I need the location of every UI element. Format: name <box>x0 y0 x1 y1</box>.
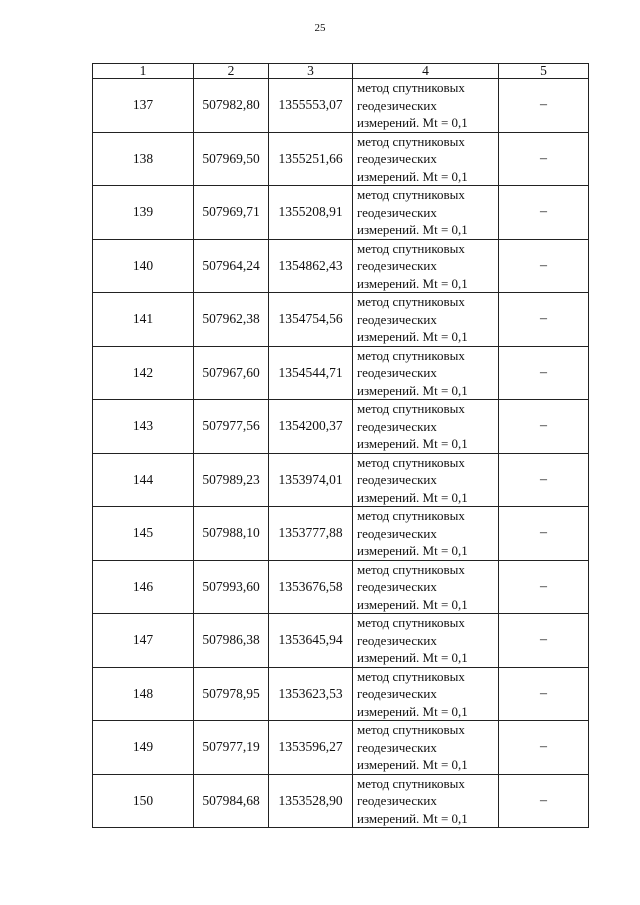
y-coordinate-cell: 1353777,88 <box>269 507 353 561</box>
x-coordinate-cell: 507977,56 <box>194 400 269 454</box>
header-col-3: 3 <box>269 64 353 79</box>
note-cell: – <box>499 293 589 347</box>
method-cell <box>353 239 499 293</box>
method-cell <box>353 400 499 454</box>
note-cell: – <box>499 400 589 454</box>
method-line: измерений. Mt = 0,1 <box>357 650 468 665</box>
method-cell <box>353 132 499 186</box>
method-line: метод спутниковых <box>357 80 465 95</box>
method-line: геодезических <box>357 632 437 648</box>
method-line: метод спутниковых <box>357 401 465 416</box>
header-col-5: 5 <box>499 64 589 79</box>
header-row <box>93 64 589 79</box>
method-line: измерений. Mt = 0,1 <box>357 222 468 237</box>
method-cell <box>353 453 499 507</box>
method-line: метод спутниковых <box>357 561 465 577</box>
note-cell: – <box>499 239 589 293</box>
point-number-cell: 140 <box>93 239 194 293</box>
note-cell: – <box>499 453 589 507</box>
method-cell <box>353 560 499 614</box>
method-line: измерений. Mt = 0,1 <box>357 329 468 344</box>
table-row <box>93 132 589 186</box>
method-line: метод спутниковых <box>357 775 465 791</box>
method-line: измерений. Mt = 0,1 <box>357 275 468 291</box>
method-line: измерений. Mt = 0,1 <box>357 543 468 558</box>
method-line: геодезических <box>357 204 437 220</box>
note-cell: – <box>499 560 589 614</box>
method-cell <box>353 186 499 240</box>
note-cell: – <box>499 79 589 133</box>
x-coordinate-cell: 507993,60 <box>194 560 269 614</box>
table-row <box>93 453 589 507</box>
x-coordinate-cell: 507962,38 <box>194 293 269 347</box>
method-line: геодезических <box>357 151 437 166</box>
table-row <box>93 400 589 454</box>
table-row <box>93 346 589 400</box>
method-line: метод спутниковых <box>357 294 465 309</box>
method-cell <box>353 79 499 133</box>
x-coordinate-cell: 507989,23 <box>194 453 269 507</box>
method-line: геодезических <box>357 525 437 541</box>
note-cell: – <box>499 614 589 668</box>
method-line: измерений. Mt = 0,1 <box>357 596 468 612</box>
method-line: геодезических <box>357 418 437 434</box>
point-number-cell: 150 <box>93 774 194 828</box>
table-row <box>93 186 589 240</box>
table-row <box>93 774 589 828</box>
table-row <box>93 507 589 561</box>
point-number-cell: 148 <box>93 667 194 721</box>
y-coordinate-cell: 1355553,07 <box>269 79 353 133</box>
method-cell <box>353 293 499 347</box>
point-number-cell: 141 <box>93 293 194 347</box>
x-coordinate-cell: 507982,80 <box>194 79 269 133</box>
note-cell: – <box>499 774 589 828</box>
note-cell: – <box>499 667 589 721</box>
method-line: метод спутниковых <box>357 187 465 202</box>
method-line: измерений. Mt = 0,1 <box>357 168 468 184</box>
table-header <box>93 64 589 79</box>
method-line: измерений. Mt = 0,1 <box>357 382 468 398</box>
header-col-1: 1 <box>93 64 194 79</box>
point-number-cell: 137 <box>93 79 194 133</box>
y-coordinate-cell: 1354200,37 <box>269 400 353 454</box>
x-coordinate-cell: 507969,50 <box>194 132 269 186</box>
table-row <box>93 614 589 668</box>
method-line: геодезических <box>357 739 437 755</box>
method-line: метод спутниковых <box>357 722 465 737</box>
table-row <box>93 667 589 721</box>
method-line: геодезических <box>357 97 437 113</box>
page-number: 25 <box>314 22 326 34</box>
note-cell: – <box>499 346 589 400</box>
point-number-cell: 146 <box>93 560 194 614</box>
point-number-cell: 138 <box>93 132 194 186</box>
point-number-cell: 142 <box>93 346 194 400</box>
x-coordinate-cell: 507967,60 <box>194 346 269 400</box>
method-line: измерений. Mt = 0,1 <box>357 757 468 772</box>
y-coordinate-cell: 1353974,01 <box>269 453 353 507</box>
note-cell: – <box>499 507 589 561</box>
y-coordinate-cell: 1353676,58 <box>269 560 353 614</box>
method-line: измерений. Mt = 0,1 <box>357 115 468 130</box>
y-coordinate-cell: 1354544,71 <box>269 346 353 400</box>
y-coordinate-cell: 1354754,56 <box>269 293 353 347</box>
method-cell <box>353 667 499 721</box>
table-row <box>93 239 589 293</box>
y-coordinate-cell: 1353528,90 <box>269 774 353 828</box>
point-number-cell: 149 <box>93 721 194 775</box>
table-row <box>93 560 589 614</box>
method-line: метод спутниковых <box>357 454 465 470</box>
x-coordinate-cell: 507969,71 <box>194 186 269 240</box>
method-cell <box>353 774 499 828</box>
method-line: метод спутниковых <box>357 240 465 256</box>
method-line: метод спутниковых <box>357 615 465 630</box>
note-cell: – <box>499 132 589 186</box>
x-coordinate-cell: 507984,68 <box>194 774 269 828</box>
method-line: геодезических <box>357 258 437 273</box>
method-cell <box>353 507 499 561</box>
y-coordinate-cell: 1353596,27 <box>269 721 353 775</box>
point-number-cell: 147 <box>93 614 194 668</box>
method-line: геодезических <box>357 579 437 594</box>
method-cell <box>353 721 499 775</box>
method-line: геодезических <box>357 793 437 808</box>
x-coordinate-cell: 507977,19 <box>194 721 269 775</box>
point-number-cell: 144 <box>93 453 194 507</box>
method-line: метод спутниковых <box>357 347 465 363</box>
y-coordinate-cell: 1355208,91 <box>269 186 353 240</box>
method-line: измерений. Mt = 0,1 <box>357 489 468 505</box>
method-line: геодезических <box>357 365 437 380</box>
x-coordinate-cell: 507986,38 <box>194 614 269 668</box>
y-coordinate-cell: 1354862,43 <box>269 239 353 293</box>
x-coordinate-cell: 507978,95 <box>194 667 269 721</box>
note-cell: – <box>499 721 589 775</box>
method-line: метод спутниковых <box>357 668 465 684</box>
note-cell: – <box>499 186 589 240</box>
method-cell <box>353 614 499 668</box>
table-row <box>93 293 589 347</box>
point-number-cell: 139 <box>93 186 194 240</box>
y-coordinate-cell: 1353645,94 <box>269 614 353 668</box>
x-coordinate-cell: 507988,10 <box>194 507 269 561</box>
method-line: геодезических <box>357 311 437 327</box>
method-line: геодезических <box>357 686 437 701</box>
y-coordinate-cell: 1353623,53 <box>269 667 353 721</box>
method-line: метод спутниковых <box>357 508 465 523</box>
header-col-2: 2 <box>194 64 269 79</box>
table-body <box>93 79 589 828</box>
coordinates-table <box>92 63 589 828</box>
method-line: измерений. Mt = 0,1 <box>357 703 468 719</box>
table-row <box>93 721 589 775</box>
method-cell <box>353 346 499 400</box>
y-coordinate-cell: 1355251,66 <box>269 132 353 186</box>
method-line: геодезических <box>357 472 437 487</box>
x-coordinate-cell: 507964,24 <box>194 239 269 293</box>
point-number-cell: 145 <box>93 507 194 561</box>
method-line: измерений. Mt = 0,1 <box>357 810 468 826</box>
header-col-4: 4 <box>353 64 499 79</box>
method-line: метод спутниковых <box>357 133 465 149</box>
point-number-cell: 143 <box>93 400 194 454</box>
method-line: измерений. Mt = 0,1 <box>357 436 468 451</box>
table-row <box>93 79 589 133</box>
